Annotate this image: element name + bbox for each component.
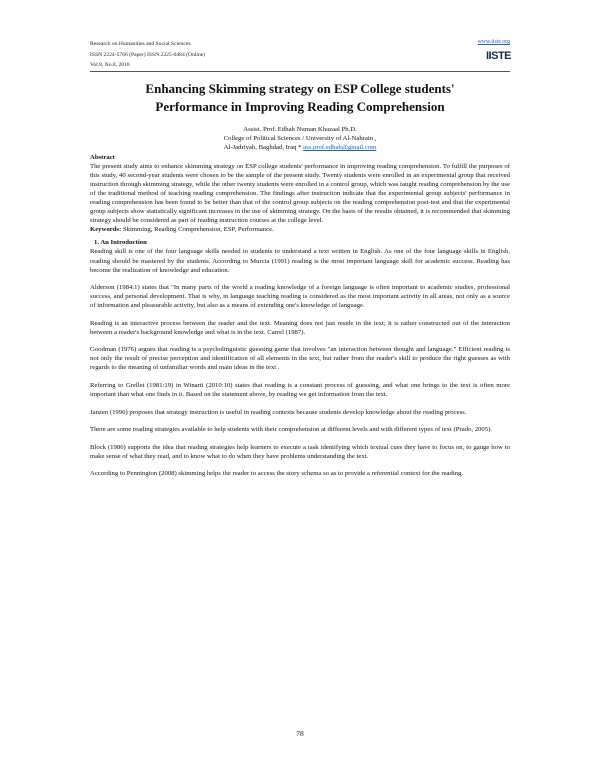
header-rule [90,71,510,72]
logo-text: IISTE [486,50,512,62]
paragraph: Block (1986) supports the idea that reading strategies help learners to execute a task identifying which textual cues they have to focus on, to gauge how to make sense of what they read, and to know what to do when they have problems understanding the text. [90,443,510,460]
keywords-label: Keywords: [90,226,122,234]
paper-body [90,153,510,478]
abstract-text: The present study aims to enhance skimming strategy on ESP college students' performance in improving reading comprehension. To fulfill the purposes of this study, 40 second-year students were chosen to be the sample of the present study. Twenty students were enrolled in an experimental group that received instruction through skimming strategy, while the other twenty students were enrolled in a control group, which was taught reading comprehension by the use of the traditional method of teaching reading comprehension. The findings after instruction indicate that the experimental group subjects' performance in reading comprehension has been found to be better than that of the control group subjects on the reading comprehension post-test and that the experimental group subjects show statistically significant increases in the use of skimming strategy. On the basis of the results obtained, it is recommended that skimming strategy should be considered as part of reading instruction courses at the college level. [90,163,510,225]
title-line-2: Performance in Improving Reading Comprehension [155,98,445,114]
paper-title [90,80,510,115]
volume-line: Vol.8, No.8, 2018 [90,62,130,69]
journal-header [90,39,205,71]
author-name: Assist. Prof. Edhah Numan Khazaal Ph.D. [243,126,357,133]
paragraph: Alderson (1984:1) states that "In many parts of the world a reading knowledge of a foreign language is often important to academic studies, professional success, and personal development. That is why, in language teaching reading is considered as the most important activity in all areas, not only as a source of information and pleasurable activity, but also as a means of extending one's knowledge of language. [90,284,510,310]
journal-name: Research on Humanities and Social Sciences [90,41,191,47]
title-line-1: Enhancing Skimming strategy on ESP College students' [145,81,455,96]
section-heading: 1. An Introduction [94,239,147,247]
paragraph: According to Pennington (2008) skimming helps the reader to access the story schema so as to provide a referential context for the reading. [90,470,464,478]
author-block [90,125,510,153]
paragraph: There are some reading strategies available to help students with their comprehension at different levels and with different types of text (Prado, 2005). [90,426,492,434]
journal-url-link[interactable]: www.iiste.org [477,39,510,45]
author-address: Al-Jadriyah, Baghdad, Iraq * [223,144,302,152]
paragraph: Reading is an interactive process between the reader and the text. Meaning does not just reside in the text; it is rather constructed out of the interaction between a reader's background knowledge and what is in the text. Carrel (1987). [90,319,510,336]
iiste-logo [486,47,510,65]
keywords-text: Skimming, Reading Comprehension, ESP, Performance. [121,226,274,234]
author-affiliation: College of Political Sciences / University of Al-Nahrain , [223,135,377,143]
author-address-line [90,143,510,152]
paragraph: Reading skill is one of the four language skills needed to students to understand a text written in English. As one of the four language skills in English, reading should be mastered by the students. According to Murcia (1991) reading is the most important language skill for academic success. Reading has become the realization of knowledge and education. [90,248,510,274]
abstract-heading: Abstract [90,154,115,161]
page-number: 78 [296,729,304,738]
keywords-line [90,225,510,234]
issn-line: ISSN 2224-5766 (Paper) ISSN 2225-0484 (Online) [90,51,206,58]
paragraph: Janzen (1996) proposes that strategy instruction is useful in reading contexts because students develop knowledge about the reading process. [90,408,467,416]
paragraph: Goodman (1976) argues that reading is a psycholinguistic guessing game that involves "an interaction between thought and language." Efficient reading is not only the result of precise perception and identification of all elements in the text, but rather from the reader's skill to produce the right guesses as with regards to the meaning of unfamiliar words and main ideas in the text . [90,346,510,372]
author-email-link[interactable]: ass.prof.edhah@gmail.com [303,144,377,152]
paragraph: Referring to Grellet (1981:19) in Winarti (2010:10) states that reading is a constant process of guessing, and what one brings to the text is often more important than what one finds in it. Based on the statement above, by reading we get information from the text. [90,381,510,399]
